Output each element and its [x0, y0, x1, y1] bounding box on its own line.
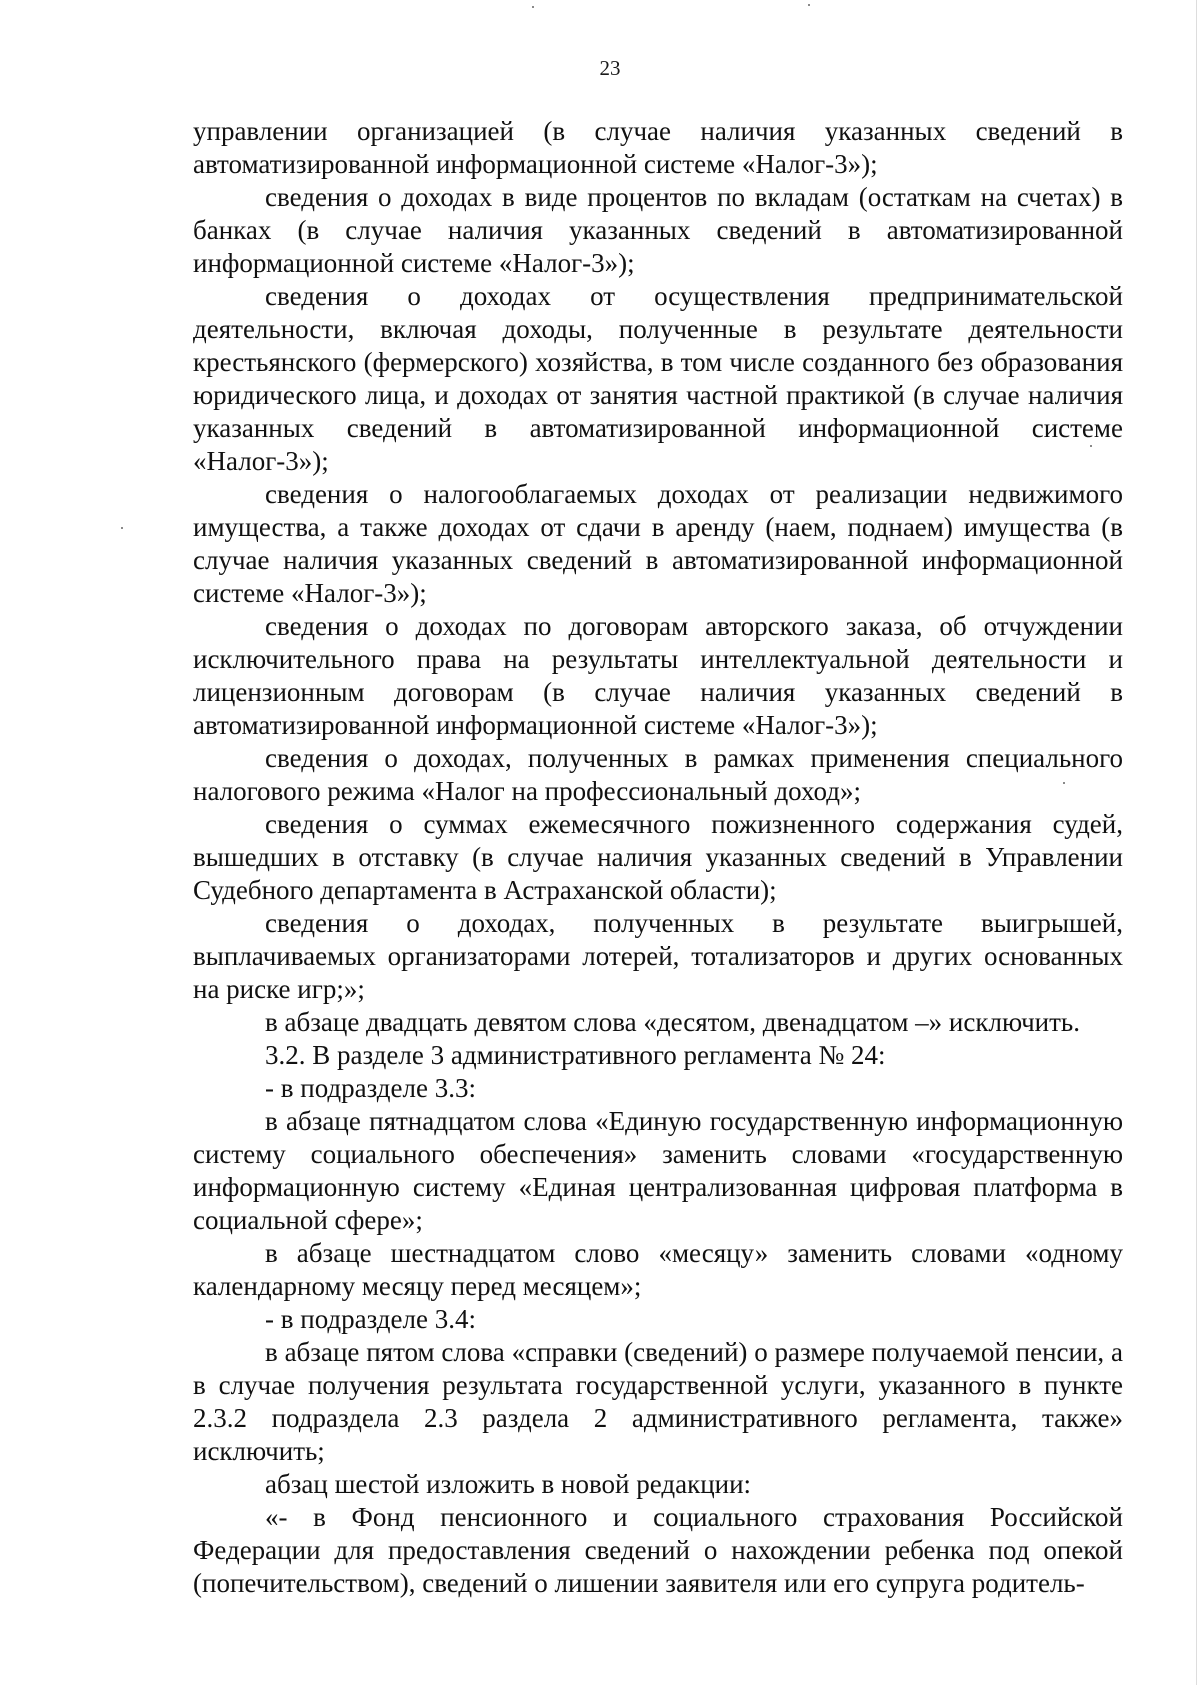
paragraph-17: «- в Фонд пенсионного и социального страхования Российской Федерации для предоставления сведений о нахождении ребенка под опекой (попечительством), сведений о лишении заявителя или его супруга родитель- — [193, 1502, 1123, 1598]
paragraph-7: сведения о суммах ежемесячного пожизненного содержания судей, вышедших в отставку (в случае наличия указанных сведений в Управлении Судебного департамента в Астраханской области); — [193, 809, 1123, 905]
scan-dot — [1063, 782, 1065, 784]
paragraph-16: абзац шестой изложить в новой редакции: — [265, 1469, 752, 1499]
paragraph-2: сведения о доходах в виде процентов по вкладам (остаткам на счетах) в банках (в случае наличия указанных сведений в автоматизированной информационной системе «Налог-3»); — [193, 182, 1123, 278]
paragraph-15: в абзаце пятом слова «справки (сведений) о размере получаемой пенсии, а в случае получения результата государственной услуги, указанного в пункте 2.3.2 подраздела 2.3 раздела 2 административного регламента, также» исключить; — [193, 1337, 1123, 1466]
paragraph-10: 3.2. В разделе 3 административного регламента № 24: — [265, 1040, 886, 1070]
scan-dot — [1090, 445, 1092, 447]
scan-dot — [532, 6, 534, 8]
scan-dot — [808, 4, 810, 6]
paragraph-9: в абзаце двадцать девятом слова «десятом, двенадцатом –» исключить. — [265, 1007, 1080, 1037]
paragraph-14: - в подразделе 3.4: — [265, 1304, 476, 1334]
paragraph-13: в абзаце шестнадцатом слово «месяцу» заменить словами «одному календарному месяцу перед месяцем»; — [193, 1238, 1123, 1301]
paragraph-8: сведения о доходах, полученных в результате выигрышей, выплачиваемых организаторами лотерей, тотализаторов и других основанных на риске игр;»; — [193, 908, 1123, 1004]
document-body — [193, 115, 1123, 1600]
scan-edge — [1196, 0, 1197, 1685]
page-number: 23 — [599, 56, 621, 80]
scan-dot — [121, 527, 123, 529]
paragraph-12: в абзаце пятнадцатом слова «Единую государственную информационную систему социального обеспечения» заменить словами «государственную информационную систему «Единая централизованная цифровая платформа в социальной сфере»; — [193, 1106, 1123, 1235]
paragraph-6: сведения о доходах, полученных в рамках применения специального налогового режима «Налог на профессиональный доход»; — [193, 743, 1123, 806]
paragraph-4: сведения о налогооблагаемых доходах от реализации недвижимого имущества, а также доходах от сдачи в аренду (наем, поднаем) имущества (в случае наличия указанных сведений в автоматизированной информационной системе «Налог-3»); — [193, 479, 1123, 608]
paragraph-1: управлении организацией (в случае наличия указанных сведений в автоматизированной информационной системе «Налог-3»); — [193, 116, 1123, 179]
paragraph-3: сведения о доходах от осуществления предпринимательской деятельности, включая доходы, полученные в результате деятельности крестьянского (фермерского) хозяйства, в том числе созданного без образования юридического лица, и доходах от занятия частной практикой (в случае наличия указанных сведений в автоматизированной информационной системе «Налог-3»); — [193, 281, 1123, 476]
paragraph-5: сведения о доходах по договорам авторского заказа, об отчуждении исключительного права на результаты интеллектуальной деятельности и лицензионным договорам (в случае наличия указанных сведений в автоматизированной информационной системе «Налог-3»); — [193, 611, 1123, 740]
paragraph-11: - в подразделе 3.3: — [265, 1073, 476, 1103]
